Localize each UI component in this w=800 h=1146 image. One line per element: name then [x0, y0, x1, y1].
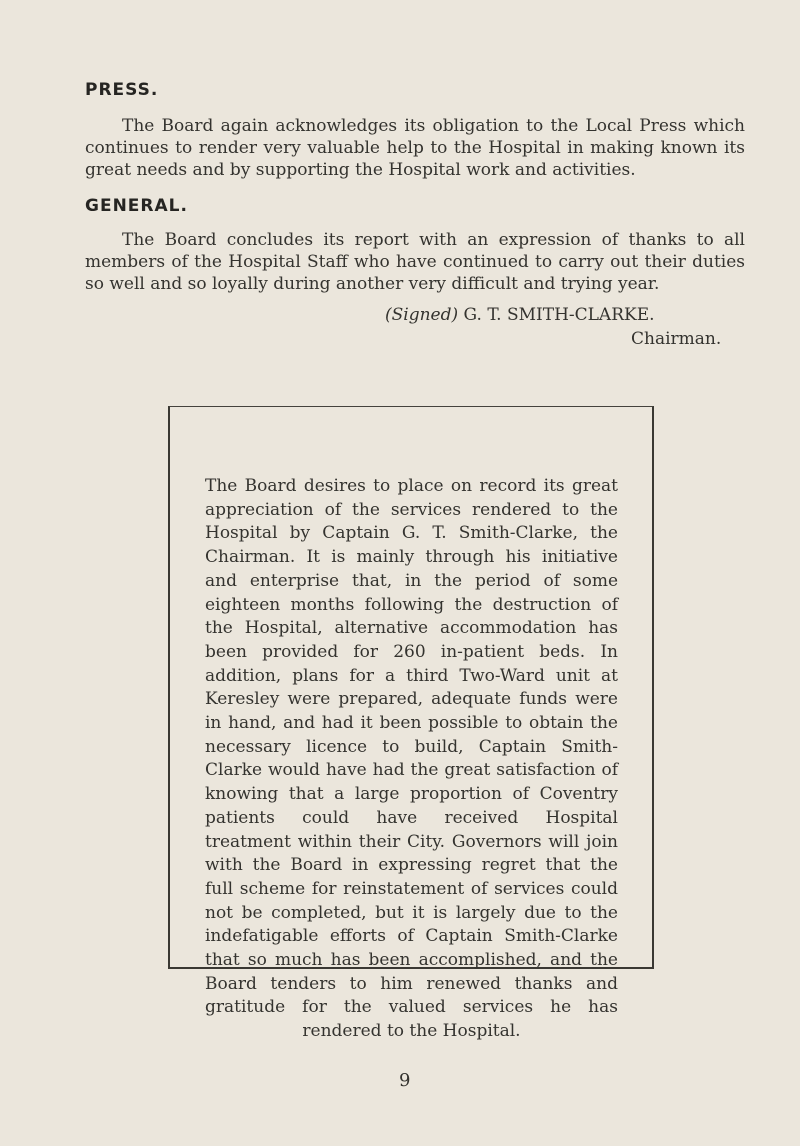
signature-line — [385, 305, 655, 325]
general-heading: GENERAL. — [85, 196, 188, 216]
general-paragraph: The Board concludes its report with an expression of thanks to all members of the Hospital Staff who have continued to carry out their duties so well and so loyally during another very difficult and trying year. — [85, 230, 745, 294]
signer-title: Chairman. — [631, 329, 722, 349]
signed-label: (Signed) — [385, 305, 459, 325]
signer-name: G. T. SMITH-CLARKE. — [463, 305, 655, 325]
press-paragraph: The Board again acknowledges its obligation to the Local Press which continues to render very valuable help to the Hospital in making known its great needs and by supporting the Hospital work and activities. — [85, 116, 745, 180]
page-number: 9 — [399, 1070, 411, 1091]
press-heading: PRESS. — [85, 80, 159, 100]
tribute-text: The Board desires to place on record its great appreciation of the services rendered to the Hospital by Captain G. T. Smith-Clarke, the Chairman. It is mainly through his initiative and enterprise that, in the period of some eighteen months following the destruction of the Hospital, alternative accommodation has been provided for 260 in-patient beds. In addition, plans for a third Two-Ward unit at Keresley were prepared, adequate funds were in hand, and had it been possible to obtain the necessary licence to build, Captain Smith-Clarke would have had the great satisfaction of knowing that a large proportion of Coventry patients could have received Hospital treatment within their City. Governors will join with the Board in expressing regret that the full scheme for reinstatement of services could not be completed, but it is largely due to the indefatigable efforts of Captain Smith-Clarke that so much has been accomplished, and the Board tenders to him renewed thanks and gratitude for the valued services he has rendered to the Hospital. — [205, 476, 618, 1042]
